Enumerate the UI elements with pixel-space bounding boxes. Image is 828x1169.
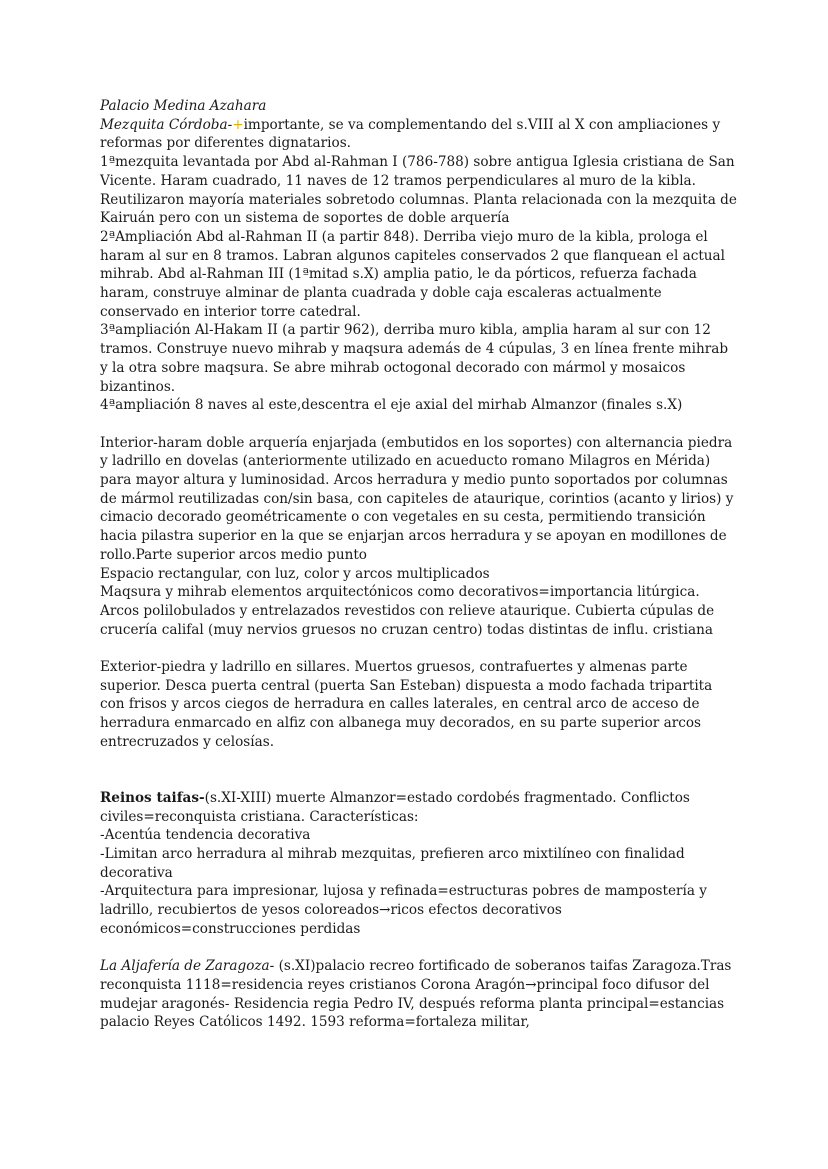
spacer xyxy=(100,415,740,434)
taifas-heading: Reinos taifas- xyxy=(100,789,205,806)
mezquita-paragraph xyxy=(100,116,740,153)
spacer xyxy=(100,752,740,789)
second-expansion-paragraph: 2ªAmpliación Abd al-Rahman II (a partir 848). Derriba viejo muro de la kibla, prologa el haram al sur en 8 tramos. Labran algunos capiteles conservados 2 que flanquean el actual mihrab. Abd al-Rahman III (1ªmitad s.X) amplia patio, le da pórticos, refuerza fachada haram, construye alminar de planta cuadrada y doble caja escaleras actualmente conservado en interior torre catedral. xyxy=(100,228,726,320)
aljaferia-paragraph xyxy=(100,957,740,1032)
exterior-paragraph: Exterior-piedra y ladrillo en sillares. Muertos gruesos, contrafuertes y almenas parte superior. Desca puerta central (puerta San Esteban) dispuesta a modo fachada tripartita con frisos y arcos ciegos de herradura en calles laterales, en central arco de acceso de herradura enmarcado en alfiz con albanega muy decorados, en su parte superior arcos entrecruzados y celosías. xyxy=(100,659,713,750)
spacer xyxy=(100,639,740,658)
maqsura-paragraph: Maqsura y mihrab elementos arquitectónicos como decorativos=importancia litúrgica. Arcos polilobulados y entrelazados revestidos con relieve ataurique. Cubierta cúpulas de crucería califal (muy nervios gruesos no cruzan centro) todas distintas de influ. cristiana xyxy=(100,584,715,638)
aljaferia-heading: La Aljafería de Zaragoza- xyxy=(100,958,275,975)
plus-mark: + xyxy=(232,116,244,133)
palacio-heading: Palacio Medina Azahara xyxy=(100,98,267,114)
first-mosque-paragraph: 1ªmezquita levantada por Abd al-Rahman I (786-788) sobre antigua Iglesia cristiana de San Vicente. Haram cuadrado, 11 naves de 12 tramos perpendiculares al muro de la kibla. Reutilizaron mayoría materiales sobretodo columnas. Planta relacionada con la mezquita de Kairuán pero con un sistema de soportes de doble arquería xyxy=(100,154,737,227)
aljaferia-text: (s.XI)palacio recreo fortificado de soberanos taifas Zaragoza.Tras reconquista 1118=residencia reyes cristianos Corona Aragón→principal foco difusor del mudejar aragonés- Residencia regia Pedro IV, después reforma planta principal=estancias palacio Reyes Católicos 1492. 1593 reforma=fortaleza militar, xyxy=(100,958,732,1031)
fourth-expansion-paragraph: 4ªampliación 8 naves al este,descentra el eje axial del mirhab Almanzor (finales s.X) xyxy=(100,397,683,414)
document-page xyxy=(100,97,740,1032)
taifas-intro: (s.XI-XIII) muerte Almanzor=estado cordobés fragmentado. Conflictos civiles=reconquista cristiana. Características: xyxy=(100,789,690,825)
taifas-paragraph xyxy=(100,789,740,826)
mezquita-heading: Mezquita Córdoba- xyxy=(100,116,233,133)
interior-paragraph: Interior-haram doble arquería enjarjada (embutidos en los soportes) con alternancia piedra y ladrillo en dovelas (anteriormente utilizado en acueducto romano Milagros en Mérida) para mayor altura y luminosidad. Arcos herradura y medio punto soportados por columnas de mármol reutilizadas con/sin basa, con capiteles de ataurique, corintios (acanto y lirios) y cimacio decorado geométricamente o con vegetales en su cesta, permitiendo transición hacia pilastra superior en la que se enjarjan arcos herradura y se apoyan en modillones de rollo.Parte superior arcos medio punto xyxy=(100,434,734,563)
mezquita-intro: importante, se va complementando del s.VIII al X con ampliaciones y reformas por diferentes dignatarios. xyxy=(100,116,721,152)
taifas-item-1: -Acentúa tendencia decorativa xyxy=(100,827,311,844)
taifas-item-3: -Arquitectura para impresionar, lujosa y refinada=estructuras pobres de mampostería y ladrillo, recubiertos de yesos coloreados→ricos efectos decorativos económicos=construcciones perdidas xyxy=(100,883,707,937)
spacer xyxy=(100,939,740,958)
taifas-item-2: -Limitan arco herradura al mihrab mezquitas, prefieren arco mixtilíneo con finalidad decorativa xyxy=(100,846,685,881)
third-expansion-paragraph: 3ªampliación Al-Hakam II (a partir 962), derriba muro kibla, amplia haram al sur con 12 tramos. Construye nuevo mihrab y maqsura además de 4 cúpulas, 3 en línea frente mihrab y la otra sobre maqsura. Se abre mihrab octogonal decorado con mármol y mosaicos bizantinos. xyxy=(100,322,729,395)
space-paragraph: Espacio rectangular, con luz, color y arcos multiplicados xyxy=(100,565,490,582)
